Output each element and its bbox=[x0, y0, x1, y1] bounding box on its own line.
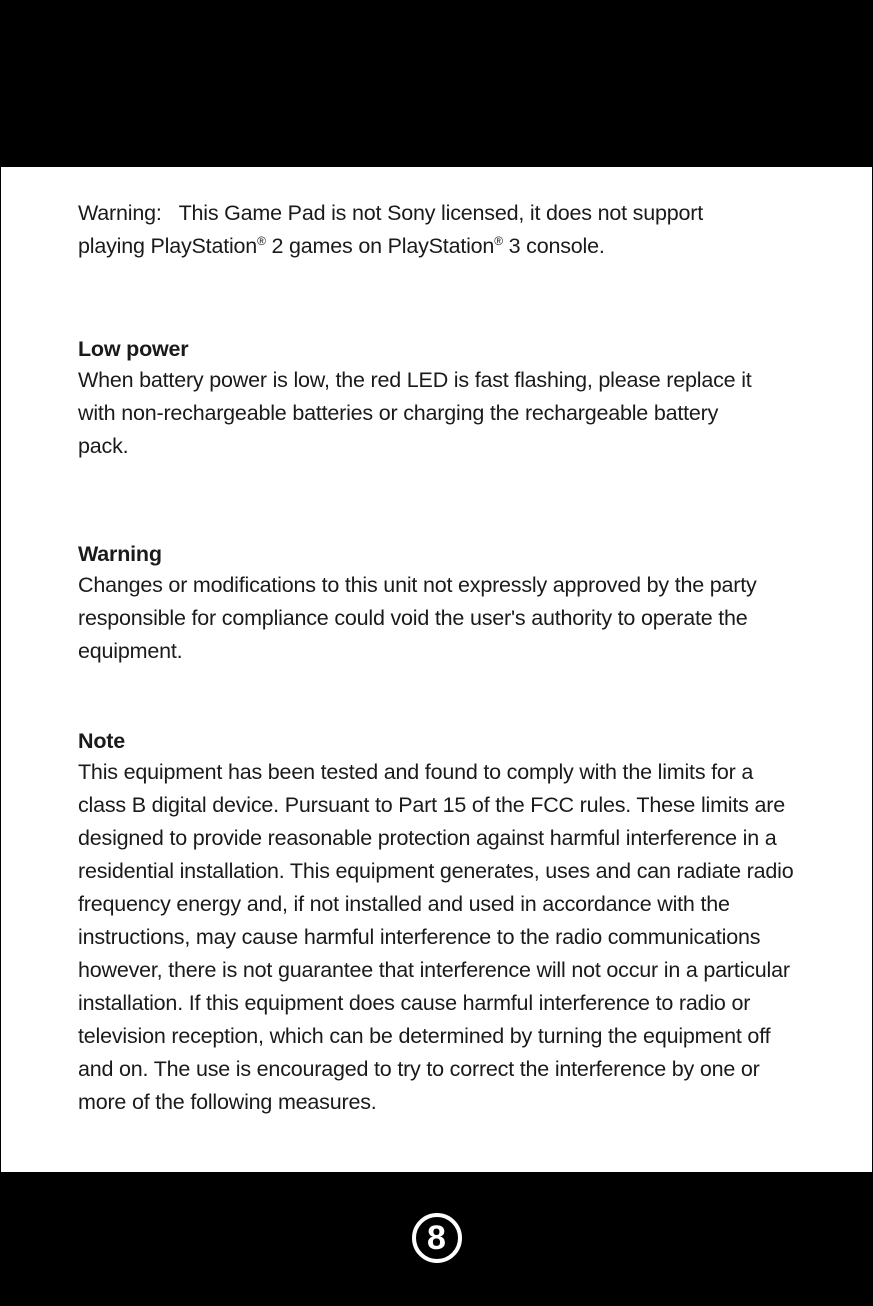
header-band bbox=[1, 1, 872, 167]
page-content bbox=[78, 197, 808, 1119]
registered-mark: ® bbox=[494, 234, 503, 248]
low-power-section bbox=[78, 334, 808, 463]
note-text: This equipment has been tested and found to comply with the limits for a class B digital device. Pursuant to Part 15 of the FCC rules. These limits are designed to provide reasonable protection against harmful interference in a residential installation. This equipment generates, uses and can radiate radio frequency energy and, if not installed and used in accordance with the instructions, may cause harmful interference to the radio communications however, there is not guarantee that interference will not occur in a particular installation. If this equipment does cause harmful interference to radio or television reception, which can be determined by turning the equipment off and on. The use is encouraged to try to correct the interference by one or more of the following measures. bbox=[78, 760, 794, 1114]
license-warning-line2-suffix: 3 console. bbox=[502, 234, 605, 258]
note-heading: Note bbox=[78, 729, 125, 753]
license-warning-line1: Warning: This Game Pad is not Sony licensed, it does not support bbox=[78, 201, 703, 225]
license-warning-line2-mid: 2 games on PlayStation bbox=[265, 234, 495, 258]
warning-section bbox=[78, 539, 808, 668]
warning-heading: Warning bbox=[78, 542, 162, 566]
page-number-badge: 8 bbox=[412, 1213, 462, 1263]
registered-mark: ® bbox=[257, 234, 266, 248]
license-warning-line2-prefix: playing PlayStation bbox=[78, 234, 258, 258]
license-warning bbox=[78, 197, 808, 263]
low-power-heading: Low power bbox=[78, 337, 189, 361]
warning-text: Changes or modifications to this unit not expressly approved by the party responsible for compliance could void the user's authority to operate the equipment. bbox=[78, 573, 757, 663]
low-power-text: When battery power is low, the red LED is fast flashing, please replace it with non-rechargeable batteries or charging the rechargeable battery pack. bbox=[78, 368, 752, 458]
note-section bbox=[78, 726, 808, 1119]
